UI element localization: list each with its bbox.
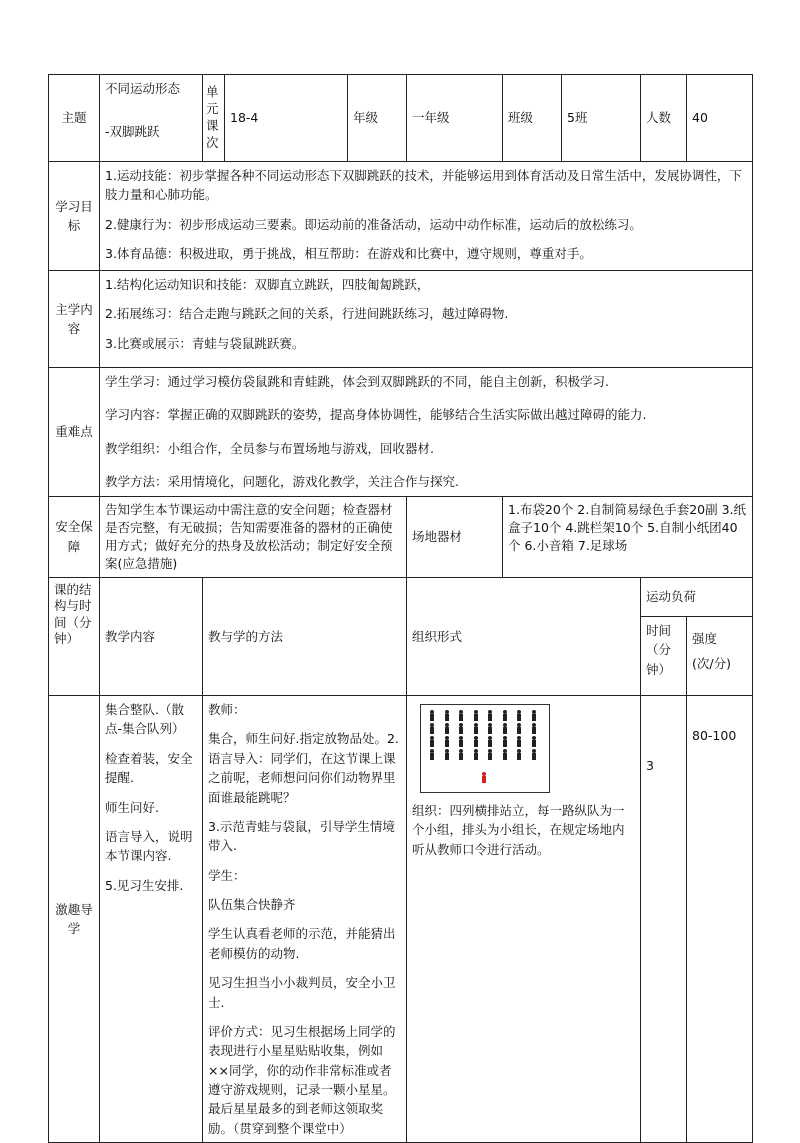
student-figure (502, 736, 508, 747)
student-figure (487, 736, 493, 747)
content-item: 2.拓展练习：结合走跑与跳跃之间的关系，行进间跳跃练习，越过障碍物. (105, 306, 509, 322)
section-organization (407, 696, 641, 1143)
section-content-item: 语言导入，说明本节课内容. (105, 828, 193, 864)
content-label: 主学内容 (49, 271, 100, 368)
student-figure (458, 710, 464, 721)
keypoint-item: 学习内容：掌握正确的双脚跳跃的姿势，提高身体协调性，能够结合生活实际做出越过障碍的能力. (105, 407, 647, 423)
method-item: 见习生担当小小裁判员，安全小卫士. (208, 975, 396, 1010)
unit-label: 单元课次 (203, 75, 225, 162)
student-figure (516, 736, 522, 747)
student-figure (502, 723, 508, 734)
student-figure (502, 710, 508, 721)
student-figure (473, 710, 479, 721)
grade-value: 一年级 (407, 75, 503, 162)
content-header: 教学内容 (100, 578, 203, 696)
keypoint-item: 学生学习：通过学习模仿袋鼠跳和青蛙跳，体会到双脚跳跃的不同，能自主创新，积极学习. (105, 374, 609, 389)
section-intensity: 80-100 (687, 696, 753, 1143)
safety-text: 告知学生本节课运动中需注意的安全问题；检查器材是否完整，有无破损；告知需要准备的器材的正确使用方式；做好充分的热身及放松活动；制定好安全预案(应急措施) (100, 496, 407, 578)
organization-header: 组织形式 (407, 578, 641, 696)
method-item: 评价方式：见习生根据场上同学的表现进行小星星贴贴收集，例如××同学，你的动作非常标准或者遵守游戏规则，记录一颗小星星。最后星星最多的到老师这领取奖励。（贯穿到整个课堂中） (208, 1023, 396, 1136)
method-item: 教师： (208, 702, 246, 717)
content-row (49, 271, 753, 368)
keypoints-content (100, 368, 753, 497)
student-figure (487, 710, 493, 721)
section-content (100, 696, 203, 1143)
student-figure (429, 710, 435, 721)
student-figure (531, 723, 537, 734)
section-row (49, 696, 753, 1143)
method-item: 集合，师生问好.指定放物品处。2.语言导入：同学们，在这节课上课之前呢，老师想问问你们动物界里面谁最能跳呢？ (208, 731, 399, 805)
student-figure (444, 723, 450, 734)
organization-text: 组织：四列横排站立，每一路纵队为一个小组，排头为小组长，在规定场地内听从教师口令进行活动。 (412, 803, 625, 857)
section-content-item: 5.见习生安排. (105, 877, 184, 893)
student-figure (473, 723, 479, 734)
student-figure (516, 710, 522, 721)
goal-item: 2.健康行为：初步形成运动三要素。即运动前的准备活动，运动中动作标准，运动后的放松练习。 (105, 216, 642, 232)
student-figure (516, 723, 522, 734)
student-figure (487, 723, 493, 734)
section-method (203, 696, 407, 1143)
method-item: 3.示范青蛙与袋鼠，引导学生情境带入. (208, 818, 395, 854)
teacher-figure (481, 772, 487, 783)
content-content (100, 271, 753, 368)
student-figure (429, 736, 435, 747)
content-item: 3.比赛或展示：青蛙与袋鼠跳跃赛。 (105, 335, 305, 351)
lesson-plan (48, 74, 752, 1143)
goals-label: 学习目标 (49, 162, 100, 271)
goal-item: 3.体育品德：积极进取，勇于挑战，相互帮助：在游戏和比赛中，遵守规则，尊重对手。 (105, 246, 592, 262)
section-content-item: 集合整队.（散点-集合队列） (105, 702, 185, 737)
student-figure (458, 749, 464, 760)
time-header: 时间 （分钟） (641, 617, 687, 696)
student-figure (444, 736, 450, 747)
student-figure (458, 723, 464, 734)
student-figure (429, 749, 435, 760)
student-figure (531, 710, 537, 721)
header-row (49, 75, 753, 162)
unit-value: 18-4 (225, 75, 348, 162)
student-figure (473, 749, 479, 760)
safety-label: 安全保障 (49, 496, 100, 578)
class-label: 班级 (503, 75, 562, 162)
topic-value: 不同运动形态 -双脚跳跃 (100, 75, 203, 162)
student-figure (444, 749, 450, 760)
topic-label: 主题 (49, 75, 100, 162)
student-figure (487, 749, 493, 760)
method-item: 学生认真看老师的示范，并能猜出老师模仿的动物. (208, 926, 396, 961)
student-figure (473, 736, 479, 747)
structure-header: 课的结构与时间（分钟） (49, 578, 100, 696)
count-label: 人数 (641, 75, 687, 162)
column-header-row (49, 578, 753, 617)
grade-label: 年级 (348, 75, 407, 162)
content-item: 1.结构化运动知识和技能：双脚直立跳跃，四肢匍匐跳跃， (105, 277, 430, 292)
keypoints-label: 重难点 (49, 368, 100, 497)
student-figure (531, 736, 537, 747)
safety-row (49, 496, 753, 578)
section-time: 3 (641, 696, 687, 1143)
formation-diagram (420, 704, 550, 793)
method-header: 教与学的方法 (203, 578, 407, 696)
student-figure (516, 749, 522, 760)
section-label: 激趣导学 (49, 696, 100, 1143)
load-header: 运动负荷 (641, 578, 753, 617)
section-content-item: 师生问好. (105, 799, 159, 815)
student-figure (444, 710, 450, 721)
keypoints-row (49, 368, 753, 497)
equipment-text: 1.布袋20个 2.自制简易绿色手套20副 3.纸盒子10个 4.跳栏架10个 5.自制小纸团40个 6.小音箱 7.足球场 (503, 496, 753, 578)
intensity-header: 强度 (次/分) (687, 617, 753, 696)
class-value: 5班 (562, 75, 641, 162)
keypoint-item: 教学组织：小组合作，全员参与布置场地与游戏，回收器材. (105, 440, 434, 456)
lesson-plan-table (48, 74, 753, 1143)
goals-content (100, 162, 753, 271)
keypoint-item: 教学方法：采用情境化，问题化，游戏化教学，关注合作与探究. (105, 474, 459, 490)
goal-item: 1.运动技能：初步掌握各种不同运动形态下双脚跳跃的技术，并能够运用到体育活动及日常生活中，发展协调性，下肢力量和心肺功能。 (105, 168, 742, 203)
student-figure (531, 749, 537, 760)
student-figure (458, 736, 464, 747)
student-figure (429, 723, 435, 734)
method-item: 队伍集合快静齐 (208, 897, 296, 912)
equipment-label: 场地器材 (407, 496, 503, 578)
goals-row (49, 162, 753, 271)
count-value: 40 (687, 75, 753, 162)
method-item: 学生： (208, 867, 246, 883)
section-content-item: 检查着装，安全提醒. (105, 750, 193, 786)
student-figure (502, 749, 508, 760)
